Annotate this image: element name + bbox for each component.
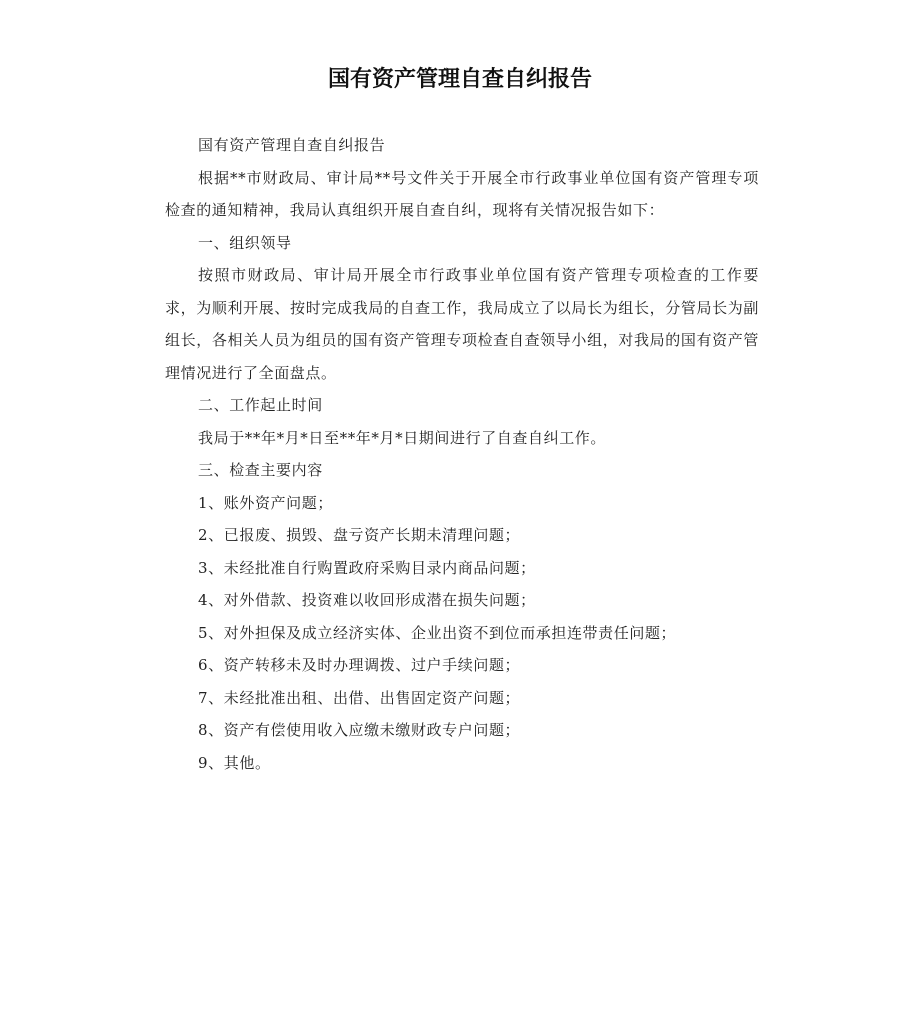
list-item: 7、未经批准出租、出借、出售固定资产问题；: [198, 688, 521, 707]
list-item: 6、资产转移未及时办理调拨、过户手续问题；: [198, 656, 521, 674]
section-heading-organization: 一、组织领导: [198, 233, 292, 252]
paragraph-subtitle: 国有资产管理自查自纠报告: [198, 136, 386, 154]
document-title: 国有资产管理自查自纠报告: [327, 67, 592, 92]
section-heading-content: 三、检查主要内容: [198, 461, 323, 479]
paragraph-organization: 按照市财政局、审计局开展全市行政事业单位国有资产管理专项检查的工作要求，为顺利开展、按时完成我局的自查工作，我局成立了以局长为组长，分管局长为副组长，各相关人员为组员的国有资产管理专项检查自查领导小组，对我局的国有资产管理情况进行了全面盘点。: [165, 266, 759, 382]
paragraph-period: 我局于**年*月*日至**年*月*日期间进行了自查自纠工作。: [198, 428, 607, 447]
list-item: 1、账外资产问题；: [198, 493, 333, 512]
paragraph-intro: 根据**市财政局、审计局**号文件关于开展全市行政事业单位国有资产管理专项检查的通知精神，我局认真组织开展自查自纠，现将有关情况报告如下：: [165, 168, 759, 219]
list-item: 3、未经批准自行购置政府采购目录内商品问题；: [198, 558, 536, 577]
list-item: 5、对外担保及成立经济实体、企业出资不到位而承担连带责任问题；: [198, 623, 677, 642]
list-item: 2、已报废、损毁、盘亏资产长期未清理问题；: [198, 526, 521, 544]
list-item: 4、对外借款、投资难以收回形成潜在损失问题；: [198, 591, 536, 609]
section-heading-period: 二、工作起止时间: [198, 396, 323, 414]
list-item: 8、资产有偿使用收入应缴未缴财政专户问题；: [198, 721, 521, 739]
document-body: [165, 129, 759, 779]
list-item: 9、其他。: [198, 753, 271, 772]
